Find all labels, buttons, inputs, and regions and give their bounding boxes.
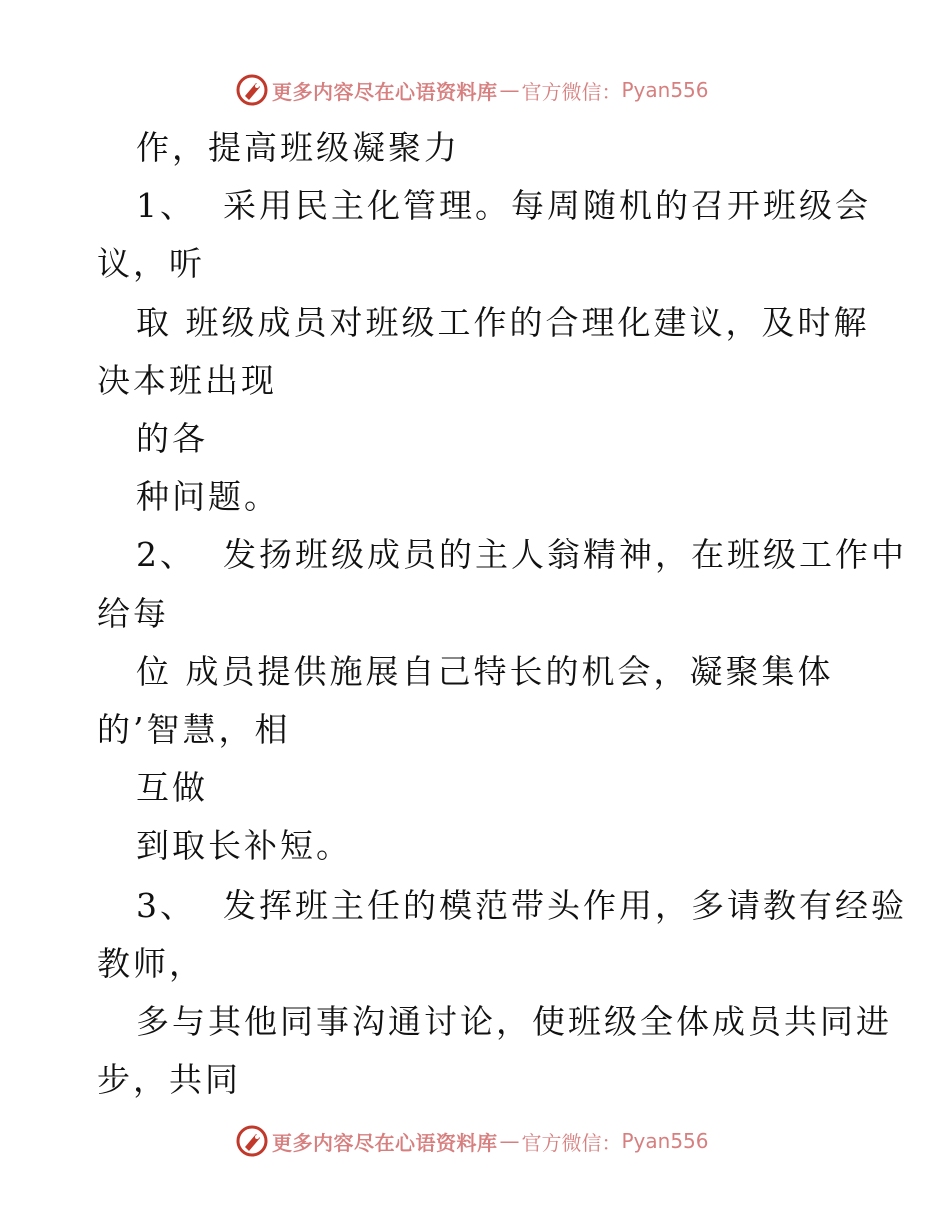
body-line: 给每 xyxy=(97,594,169,633)
body-line: 互做 xyxy=(136,768,208,807)
header-wechat-label: 官方微信： xyxy=(521,79,622,104)
pen-logo-icon xyxy=(236,74,268,106)
footer-banner xyxy=(236,1123,709,1159)
body-line: 步，共同 xyxy=(97,1060,241,1099)
footer-wechat-label: 官方微信： xyxy=(521,1130,622,1155)
body-line: 教师， xyxy=(97,944,205,983)
header-brand-text: 更多内容尽在心语资料库 xyxy=(272,79,498,104)
body-line: 3、 发挥班主任的模范带头作用，多请教有经验 xyxy=(136,886,907,925)
footer-wechat-id: Pyan556 xyxy=(621,1129,709,1153)
body-line: 种问题。 xyxy=(136,477,280,516)
footer-separator: — xyxy=(499,1129,520,1153)
footer-brand-text: 更多内容尽在心语资料库 xyxy=(272,1130,498,1155)
header-banner xyxy=(236,72,709,108)
body-line: 1、 采用民主化管理。每周随机的召开班级会 xyxy=(136,186,871,225)
pen-logo-icon xyxy=(236,1125,268,1157)
body-line: 位 成员提供施展自己特长的机会，凝聚集体 xyxy=(136,652,834,691)
body-line: 2、 发扬班级成员的主人翁精神，在班级工作中 xyxy=(136,535,907,574)
body-line: 取 班级成员对班级工作的合理化建议，及时解 xyxy=(136,303,870,342)
header-wechat-id: Pyan556 xyxy=(621,78,709,102)
body-line: 到取长补短。 xyxy=(136,826,352,865)
body-line: 作，提高班级凝聚力 xyxy=(136,128,460,167)
body-line: 决本班出现 xyxy=(97,361,277,400)
body-line: 议，听 xyxy=(97,244,205,283)
body-line: 多与其他同事沟通讨论，使班级全体成员共同进 xyxy=(136,1002,892,1041)
body-line: 的’智慧，相 xyxy=(97,710,291,749)
header-separator: — xyxy=(499,78,520,102)
body-line: 的各 xyxy=(136,419,208,458)
